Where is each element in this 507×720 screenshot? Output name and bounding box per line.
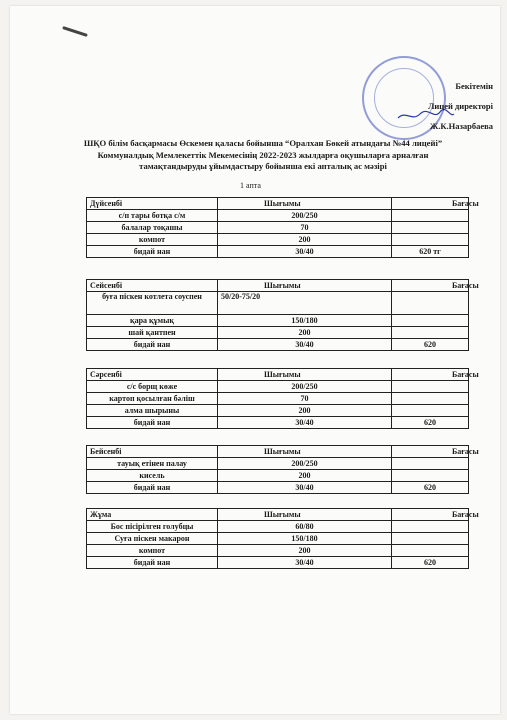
dish-price: 620 [392,482,469,494]
dish-yield: 200/250 [218,210,392,222]
dish-name: балалар тоқашы [87,222,218,234]
dish-name: бидай нан [87,482,218,494]
dish-yield: 30/40 [218,417,392,429]
table-row [87,405,469,417]
dish-price [392,381,469,393]
dish-name: қара құмық [87,315,218,327]
dish-yield: 70 [218,222,392,234]
dish-price [392,545,469,557]
dish-name: картоп қосылған бәліш [87,393,218,405]
dish-yield: 200 [218,405,392,417]
day-name: Дүйсенбі [87,198,218,210]
approval-position: Лицей директорі [428,101,493,111]
table-row [87,339,469,351]
week-label: 1 апта [240,181,261,190]
yield-header: Шығымы [218,369,392,381]
table-header-row [87,280,469,292]
dish-price [392,393,469,405]
yield-header: Шығымы [218,198,392,210]
dish-yield: 200 [218,470,392,482]
yield-header: Шығымы [218,509,392,521]
dish-price: 620 [392,557,469,569]
table-header-row [87,369,469,381]
dish-name: с/п тары ботқа с/м [87,210,218,222]
dish-yield: 200/250 [218,458,392,470]
dish-price [392,470,469,482]
table-row [87,458,469,470]
menu-table-friday [86,508,479,569]
table-row [87,222,469,234]
dish-price: 620 тг [392,246,469,258]
approval-signer: Ж.К.Назарбаева [429,121,493,131]
dish-price [392,222,469,234]
dish-name: бидай нан [87,417,218,429]
dish-yield: 200 [218,234,392,246]
dish-name: Суға піскен макарон [87,533,218,545]
table-row [87,315,469,327]
table-row [87,521,469,533]
dish-yield: 30/40 [218,557,392,569]
dish-price [392,315,469,327]
dish-yield: 200 [218,545,392,557]
dish-yield: 60/80 [218,521,392,533]
menu-table-monday [86,197,479,258]
day-name: Бейсенбі [87,446,218,458]
table-row [87,533,469,545]
dish-name: бидай нан [87,246,218,258]
dish-price [392,292,469,315]
dish-price [392,405,469,417]
dish-price: 620 [392,417,469,429]
price-header: Бағасы [392,509,469,521]
dish-yield: 150/180 [218,315,392,327]
table-header-row [87,198,469,210]
table-row [87,246,469,258]
dish-name: компот [87,234,218,246]
table-row [87,234,469,246]
dish-name: бидай нан [87,557,218,569]
price-header: Бағасы [392,198,469,210]
dish-name: шай қантпен [87,327,218,339]
table-row [87,292,469,315]
dish-price [392,458,469,470]
table-row [87,482,469,494]
dish-price [392,327,469,339]
dish-price [392,521,469,533]
dish-name: бидай нан [87,339,218,351]
table-row [87,393,469,405]
dish-price [392,210,469,222]
table-header-row [87,509,469,521]
dish-name: Бос пісірілген голубцы [87,521,218,533]
dish-price [392,533,469,545]
dish-yield: 200/250 [218,381,392,393]
dish-yield: 30/40 [218,246,392,258]
table-row [87,557,469,569]
table-row [87,327,469,339]
day-name: Сейсенбі [87,280,218,292]
dish-yield: 70 [218,393,392,405]
table-header-row [87,446,469,458]
dish-yield: 50/20-75/20 [218,292,392,315]
price-header: Бағасы [392,446,469,458]
table-row [87,210,469,222]
yield-header: Шығымы [218,280,392,292]
approval-block [428,76,493,136]
dish-name: алма шырыны [87,405,218,417]
table-row [87,470,469,482]
menu-table-tuesday [86,279,479,351]
dish-yield: 30/40 [218,482,392,494]
dish-price: 620 [392,339,469,351]
menu-table-thursday [86,445,479,494]
table-row [87,381,469,393]
dish-name: тауық етінен палау [87,458,218,470]
yield-header: Шығымы [218,446,392,458]
dish-name: буға піскен котлета соуспен [87,292,218,315]
table-row [87,417,469,429]
dish-name: с/с борщ көже [87,381,218,393]
dish-yield: 200 [218,327,392,339]
dish-yield: 30/40 [218,339,392,351]
day-name: Сәрсенбі [87,369,218,381]
dish-price [392,234,469,246]
dish-name: компот [87,545,218,557]
day-name: Жұма [87,509,218,521]
approval-title: Бекітемін [455,81,493,91]
price-header: Бағасы [392,280,469,292]
document-heading: ШҚО білім басқармасы Өскемен қаласы бойынша “Оралхан Бөкей атындағы №44 лицейі” Коммуналдық Мемлекеттік Мекемесінің 2022-2023 жылдарға оқушыларға арналған тамақтандыруды ұйымдастыру бойынша екі апталық ас мәзірі [83,138,443,171]
table-row [87,545,469,557]
menu-table-wednesday [86,368,479,429]
dish-yield: 150/180 [218,533,392,545]
dish-name: кисель [87,470,218,482]
price-header: Бағасы [392,369,469,381]
